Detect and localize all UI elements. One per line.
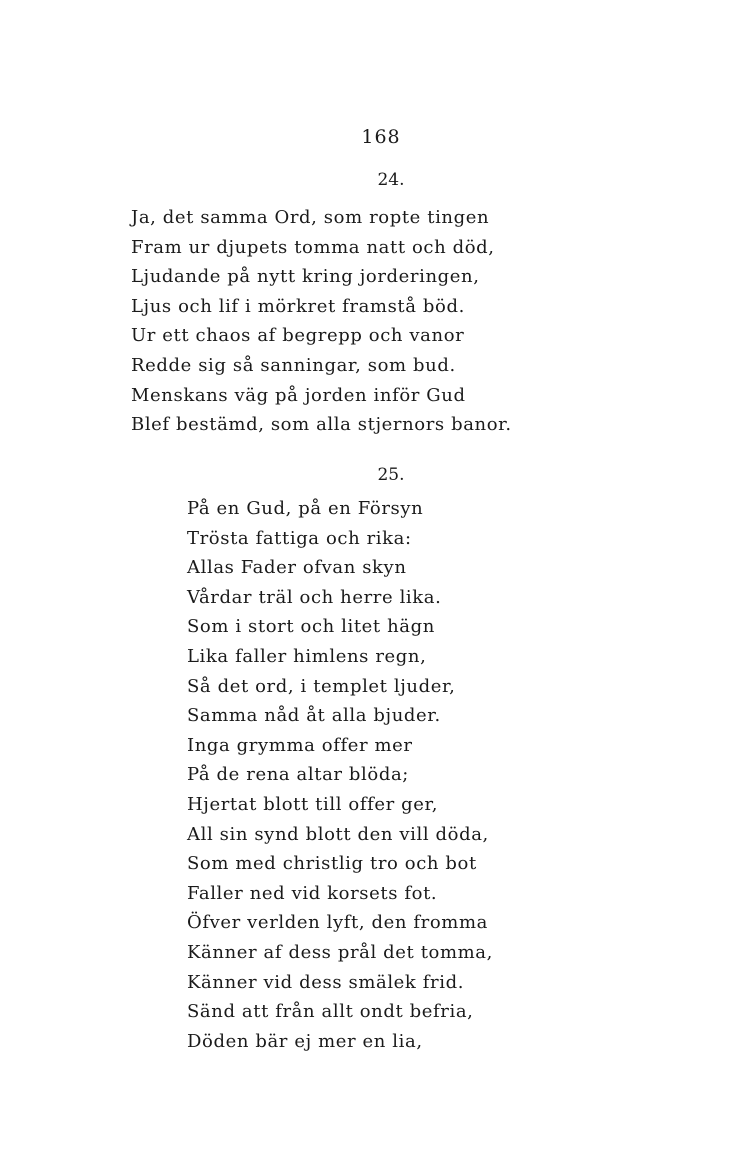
verse-line: På de rena altar blöda; xyxy=(187,764,409,786)
verse-line: Sänd att från allt ondt befria, xyxy=(187,1001,474,1023)
verse-line: Döden bär ej mer en lia, xyxy=(187,1030,423,1052)
stanza-number-25: 25. xyxy=(377,465,405,485)
poem-24 xyxy=(131,203,512,440)
stanza-number-24: 24. xyxy=(377,170,405,190)
verse-line: Hjertat blott till offer ger, xyxy=(187,793,439,815)
verse-line: Allas Fader ofvan skyn xyxy=(187,557,407,579)
verse-line: Trösta fattiga och rika: xyxy=(187,527,412,549)
verse-line: Känner vid dess smälek frid. xyxy=(187,971,465,993)
verse-line: Som i stort och litet hägn xyxy=(187,616,435,638)
verse-line: Inga grymma offer mer xyxy=(187,734,413,756)
verse-line: Ljus och lif i mörkret framstå böd. xyxy=(131,295,465,317)
verse-line: Som med christlig tro och bot xyxy=(187,853,477,875)
verse-line: Lika faller himlens regn, xyxy=(187,645,427,667)
page-number: 168 xyxy=(361,126,401,148)
verse-line: Redde sig så sanningar, som bud. xyxy=(131,354,456,376)
verse-line: Blef bestämd, som alla stjernors banor. xyxy=(131,414,512,436)
verse-line: Så det ord, i templet ljuder, xyxy=(187,675,456,697)
verse-line: Samma nåd åt alla bjuder. xyxy=(187,705,441,727)
verse-line: Öfver verlden lyft, den fromma xyxy=(187,912,488,934)
verse-line: Faller ned vid korsets fot. xyxy=(187,882,438,904)
verse-line: Ljudande på nytt kring jorderingen, xyxy=(131,266,480,288)
verse-line: Vårdar träl och herre lika. xyxy=(187,586,442,608)
verse-line: På en Gud, på en Försyn xyxy=(187,498,424,519)
verse-line: Menskans väg på jorden inför Gud xyxy=(131,384,466,406)
verse-line: Känner af dess prål det tomma, xyxy=(187,941,493,963)
verse-line: Ur ett chaos af begrepp och vanor xyxy=(131,325,465,347)
verse-line: Fram ur djupets tomma natt och död, xyxy=(131,236,495,258)
poem-25 xyxy=(187,494,493,1056)
verse-line: Ja, det samma Ord, som ropte tingen xyxy=(131,207,490,228)
verse-line: All sin synd blott den vill döda, xyxy=(187,823,489,845)
